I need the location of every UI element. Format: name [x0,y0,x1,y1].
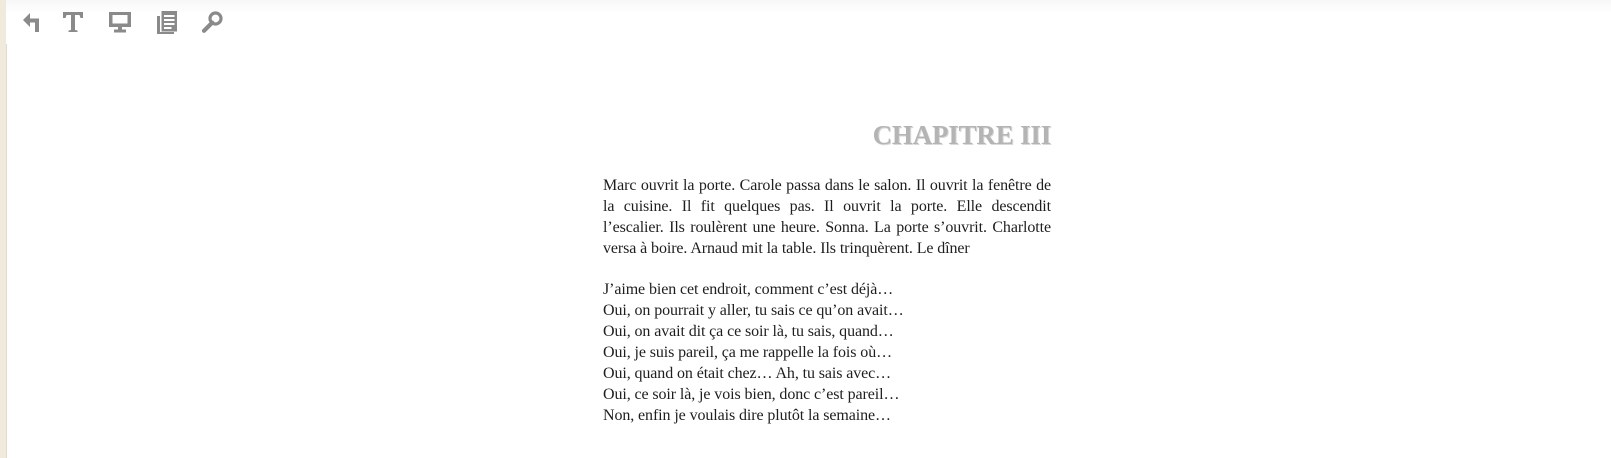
monitor-icon [108,10,132,34]
dialogue-line: Oui, on avait dit ça ce soir là, tu sais, quand… [603,323,894,340]
dialogue-line: J’aime bien cet endroit, comment c’est déjà… [603,281,894,298]
dialogue-line: Oui, on pourrait y aller, tu sais ce qu’on avait… [603,302,904,319]
document-list-icon [155,10,179,34]
dialogue-block [603,279,1051,426]
display-mode-button[interactable] [107,9,133,35]
back-arrow-icon [21,10,45,34]
dialogue-line: Oui, ce soir là, je vois bien, donc c’est pareil… [603,386,900,403]
search-icon [201,10,225,34]
dialogue-line: Oui, je suis pareil, ça me rappelle la fois où… [603,344,892,361]
reader-toolbar [6,0,1611,44]
chapter-title: CHAPITRE III [872,120,1051,150]
search-button[interactable] [200,9,226,35]
back-button[interactable] [20,9,46,35]
text-format-icon [61,10,85,34]
dialogue-line: Oui, quand on était chez… Ah, tu sais avec… [603,365,892,382]
book-page [603,118,1051,426]
table-of-contents-button[interactable] [154,9,180,35]
left-edge-border [0,0,7,458]
font-settings-button[interactable] [60,9,86,35]
dialogue-line: Non, enfin je voulais dire plutôt la semaine… [603,407,891,424]
narrative-paragraph: Marc ouvrit la porte. Carole passa dans le salon. Il ouvrit la fenêtre de la cuisine. Il fit quelques pas. Il ouvrit la porte. Elle descendit l’escalier. Ils roulèrent une heure. Sonna. La porte s’ouvrit. Charlotte versa à boire. Arnaud mit la table. Ils trinquèrent. Le dîner [603,177,1051,257]
